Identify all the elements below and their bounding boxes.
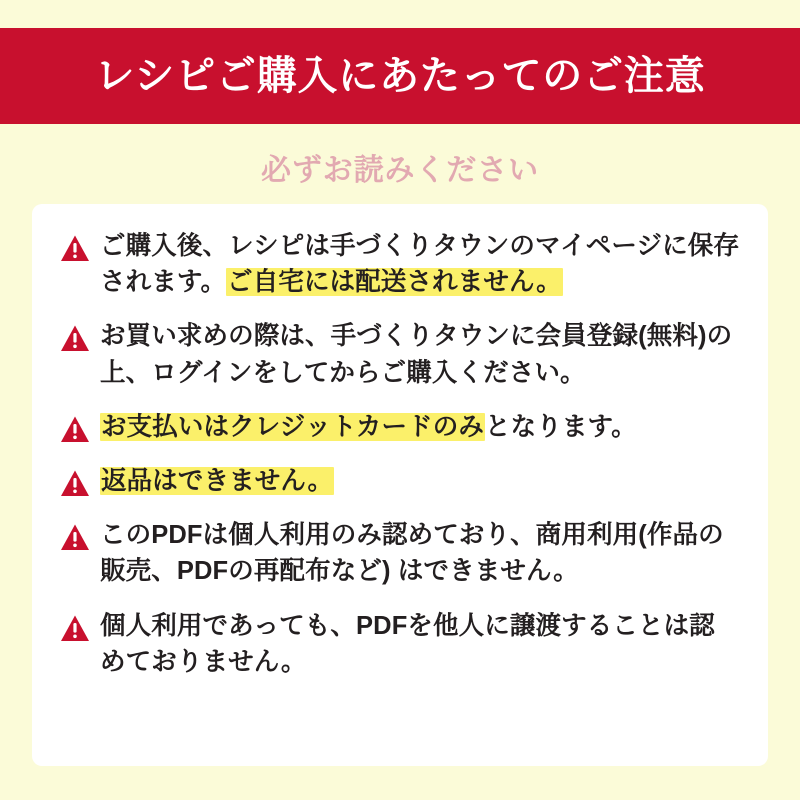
notice-text <box>100 318 740 390</box>
list-item <box>60 409 740 445</box>
warning-icon <box>60 523 90 553</box>
list-item <box>60 318 740 390</box>
list-item <box>60 517 740 589</box>
notice-segment: お買い求めの際は、手づくりタウンに会員登録(無料)の上、ログインをしてからご購入ください。 <box>100 322 733 387</box>
notice-card <box>32 204 768 766</box>
warning-icon <box>60 234 90 264</box>
notice-segment: となります。 <box>485 412 637 441</box>
notice-segment: 個人利用であっても、PDFを他人に譲渡することは認めておりません。 <box>100 611 715 676</box>
notice-segment-highlight: お支払いはクレジットカードのみ <box>101 412 485 441</box>
header-band <box>0 28 800 124</box>
notice-segment-highlight: 返品はできません。 <box>101 467 334 496</box>
page-subtitle: 必ずお読みください <box>260 154 540 187</box>
notice-text <box>100 608 740 680</box>
notice-text <box>100 409 637 445</box>
list-item <box>60 228 740 300</box>
notice-segment: このPDFは個人利用のみ認めており、商用利用(作品の販売、PDFの再配布など) はできません。 <box>100 521 724 586</box>
list-item <box>60 463 740 499</box>
warning-icon <box>60 469 90 499</box>
notice-list <box>60 228 740 680</box>
warning-icon <box>60 324 90 354</box>
notice-text <box>100 228 740 300</box>
warning-icon <box>60 614 90 644</box>
list-item <box>60 608 740 680</box>
notice-segment: ご購入後、レシピは手づくりタウンのマイページに保存されます。 <box>100 232 740 297</box>
notice-segment-highlight: ご自宅には配送されません。 <box>227 268 562 297</box>
notice-text <box>100 517 740 589</box>
warning-icon <box>60 415 90 445</box>
page-title: レシピご購入にあたってのご注意 <box>94 54 706 98</box>
notice-text <box>100 463 334 499</box>
